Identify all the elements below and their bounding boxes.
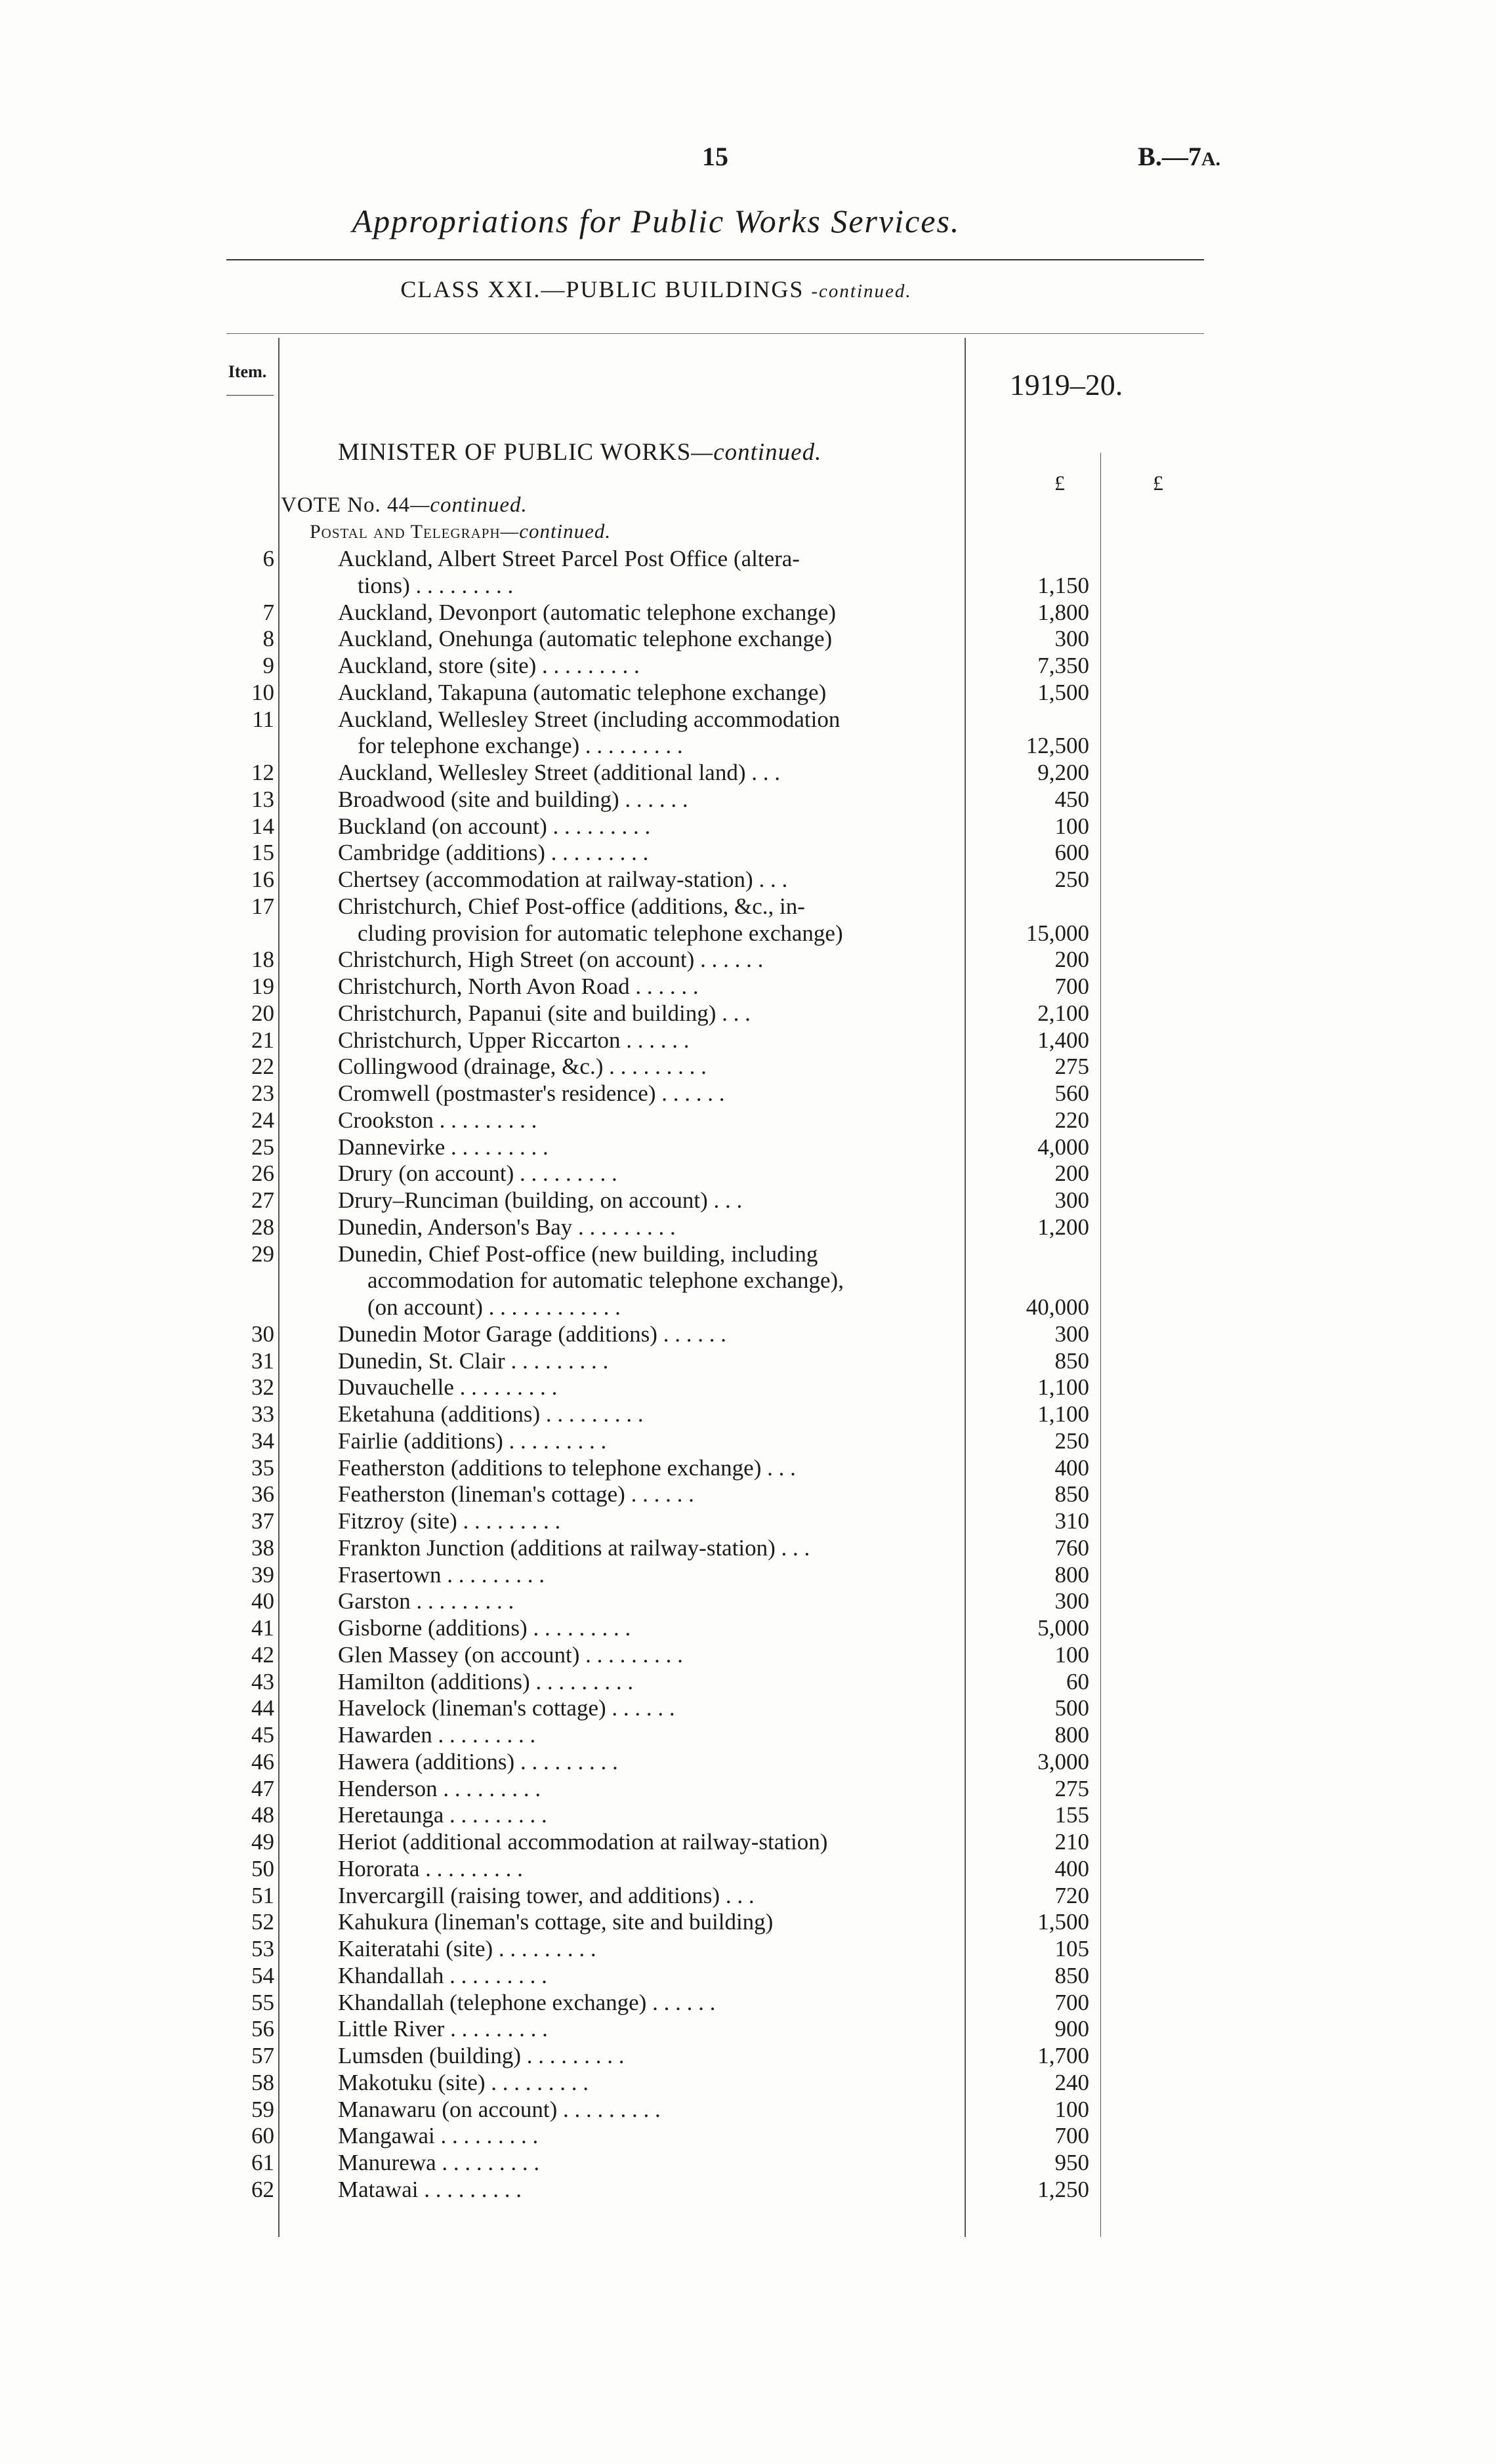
item-number: 47 (251, 1775, 274, 1801)
item-amount: 1,200 (1037, 1214, 1089, 1240)
item-number: 49 (251, 1829, 274, 1855)
item-number: 61 (251, 2150, 274, 2175)
class-heading (197, 276, 1115, 303)
item-amount: 5,000 (1037, 1615, 1089, 1641)
item-amount: 450 (1054, 786, 1089, 812)
item-description: Dunedin, Anderson's Bay . . . . . . . . . (338, 1214, 676, 1240)
class-title: CLASS XXI.—PUBLIC BUILDINGS (400, 276, 804, 302)
item-description: Christchurch, Papanui (site and building) . . . (338, 1000, 751, 1026)
item-number: 58 (251, 2069, 274, 2095)
table-row (0, 973, 1496, 1000)
table-top-rule (226, 333, 1204, 334)
item-description: Heretaunga . . . . . . . . . (338, 1802, 547, 1828)
item-description: Manawaru (on account) . . . . . . . . . (338, 2096, 661, 2122)
item-amount: 250 (1054, 1427, 1089, 1454)
table-row (0, 1053, 1496, 1080)
item-amount: 800 (1054, 1561, 1089, 1588)
item-number: 12 (251, 760, 274, 785)
item-number: 19 (251, 974, 274, 999)
item-description: Auckland, Wellesley Street (additional land) . . . (338, 760, 780, 785)
table-row (0, 1080, 1496, 1107)
table-row (0, 2149, 1496, 2176)
item-description: Christchurch, Chief Post-office (additions, &c., in- (338, 893, 805, 919)
item-number: 31 (251, 1347, 274, 1374)
table-row (0, 786, 1496, 813)
item-amount: 760 (1054, 1534, 1089, 1561)
item-amount: 400 (1054, 1454, 1089, 1481)
item-description: Drury (on account) . . . . . . . . . (338, 1160, 617, 1187)
item-description: Duvauchelle . . . . . . . . . (338, 1374, 558, 1401)
item-number: 48 (251, 1802, 274, 1828)
item-number: 14 (251, 813, 274, 839)
item-number: 7 (262, 599, 274, 625)
item-amount: 9,200 (1037, 760, 1089, 785)
item-amount: 250 (1054, 867, 1089, 892)
item-description: accommodation for automatic telephone exchange), (367, 1267, 844, 1294)
item-amount: 4,000 (1037, 1134, 1089, 1160)
item-amount: 275 (1054, 1775, 1089, 1801)
item-number: 43 (251, 1668, 274, 1694)
item-amount: 3,000 (1037, 1748, 1089, 1775)
item-description: Kahukura (lineman's cottage, site and building) (338, 1909, 774, 1935)
item-amount: 1,150 (1037, 572, 1089, 598)
table-row (0, 2042, 1496, 2069)
item-amount: 100 (1054, 813, 1089, 839)
table-row (0, 813, 1496, 840)
item-number: 11 (252, 706, 274, 732)
item-amount: 7,350 (1037, 653, 1089, 678)
item-number: 41 (251, 1615, 274, 1641)
table-row (0, 1561, 1496, 1588)
item-number: 8 (262, 626, 274, 652)
item-amount: 15,000 (1026, 920, 1089, 946)
item-amount: 200 (1054, 947, 1089, 973)
item-description: cluding provision for automatic telephone exchange) (358, 920, 843, 946)
item-description: Crookston . . . . . . . . . (338, 1107, 537, 1133)
table-row (0, 1347, 1496, 1374)
table-row (0, 1401, 1496, 1427)
table-row (0, 1721, 1496, 1748)
item-number: 18 (251, 947, 274, 973)
item-amount: 240 (1054, 2069, 1089, 2095)
item-amount: 220 (1054, 1107, 1089, 1133)
table-row (0, 625, 1496, 652)
vote-heading (281, 493, 528, 518)
item-number: 39 (251, 1561, 274, 1588)
table-row (0, 1134, 1496, 1160)
table-row (0, 1294, 1496, 1321)
item-number: 9 (262, 653, 274, 678)
item-amount: 300 (1054, 1588, 1089, 1614)
item-number: 24 (251, 1107, 274, 1133)
item-description: Lumsden (building) . . . . . . . . . (338, 2043, 625, 2068)
item-amount: 1,100 (1037, 1374, 1089, 1401)
item-description: Christchurch, Upper Riccarton . . . . . . (338, 1027, 690, 1053)
vote-number: VOTE No. 44 (281, 493, 411, 517)
item-amount: 700 (1054, 974, 1089, 999)
subhead-heading (310, 520, 611, 543)
item-number: 28 (251, 1214, 274, 1240)
item-description: Buckland (on account) . . . . . . . . . (338, 813, 651, 839)
item-amount: 300 (1054, 626, 1089, 652)
item-number: 46 (251, 1748, 274, 1775)
table-row (0, 1614, 1496, 1641)
item-number: 62 (251, 2176, 274, 2202)
table-row (0, 1962, 1496, 1989)
item-description: Dunedin, Chief Post-office (new building, including (338, 1241, 818, 1267)
item-amount: 12,500 (1026, 733, 1089, 759)
item-amount: 600 (1054, 840, 1089, 866)
item-number: 17 (251, 893, 274, 919)
subhead-continued: —continued. (500, 520, 612, 543)
item-number: 59 (251, 2096, 274, 2122)
table-row (0, 1668, 1496, 1695)
table-row (0, 1214, 1496, 1241)
table-row (0, 1454, 1496, 1481)
table-row (0, 920, 1496, 947)
item-number: 45 (251, 1722, 274, 1748)
item-number: 21 (251, 1027, 274, 1053)
item-number: 53 (251, 1936, 274, 1961)
item-description: Glen Massey (on account) . . . . . . . . . (338, 1641, 683, 1668)
table-row (0, 1588, 1496, 1614)
item-description: Eketahuna (additions) . . . . . . . . . (338, 1401, 644, 1427)
currency-symbol-1: £ (1054, 471, 1065, 495)
item-description: Featherston (additions to telephone exchange) . . . (338, 1454, 796, 1481)
table-row (0, 2096, 1496, 2123)
item-number: 26 (251, 1160, 274, 1187)
table-row (0, 1694, 1496, 1721)
item-amount: 1,500 (1037, 1909, 1089, 1935)
table-row (0, 1828, 1496, 1855)
item-description: Fitzroy (site) . . . . . . . . . (338, 1508, 561, 1534)
item-description: Auckland, Onehunga (automatic telephone exchange) (338, 626, 833, 652)
item-amount: 300 (1054, 1321, 1089, 1347)
item-description: Christchurch, High Street (on account) . . . . . . (338, 947, 764, 973)
table-row (0, 1534, 1496, 1561)
item-number: 51 (251, 1882, 274, 1908)
item-description: Little River . . . . . . . . . (338, 2016, 548, 2042)
item-description: Christchurch, North Avon Road . . . . . . (338, 974, 699, 999)
item-amount: 1,500 (1037, 679, 1089, 705)
item-amount: 400 (1054, 1855, 1089, 1881)
item-number: 44 (251, 1695, 274, 1721)
table-row (0, 1241, 1496, 1267)
item-number: 23 (251, 1080, 274, 1106)
table-row (0, 2176, 1496, 2203)
item-amount: 100 (1054, 1641, 1089, 1668)
table-row (0, 545, 1496, 572)
doc-ref-main: B.—7 (1138, 142, 1201, 171)
minister-continued: —continued. (691, 439, 822, 466)
item-amount: 1,700 (1037, 2043, 1089, 2068)
item-amount: 210 (1054, 1829, 1089, 1855)
document-reference (1089, 141, 1220, 172)
item-amount: 850 (1054, 1962, 1089, 1988)
item-description: Auckland, Devonport (automatic telephone exchange) (338, 599, 837, 625)
item-number: 32 (251, 1374, 274, 1401)
table-row (0, 1641, 1496, 1668)
item-amount: 850 (1054, 1347, 1089, 1374)
item-amount: 2,100 (1037, 1000, 1089, 1026)
table-row (0, 1989, 1496, 2016)
item-number: 37 (251, 1508, 274, 1534)
item-amount: 1,800 (1037, 599, 1089, 625)
item-number: 20 (251, 1000, 274, 1026)
item-amount: 200 (1054, 1160, 1089, 1187)
item-amount: 105 (1054, 1936, 1089, 1961)
table-row (0, 652, 1496, 679)
item-number: 52 (251, 1909, 274, 1935)
item-description: Collingwood (drainage, &c.) . . . . . . . . . (338, 1054, 707, 1080)
item-number: 6 (262, 546, 274, 571)
item-description: Chertsey (accommodation at railway-station) . . . (338, 867, 788, 892)
item-description: Dunedin, St. Clair . . . . . . . . . (338, 1347, 609, 1374)
item-description: Hawarden . . . . . . . . . (338, 1722, 536, 1748)
table-row (0, 946, 1496, 973)
table-row (0, 839, 1496, 866)
item-amount: 155 (1054, 1802, 1089, 1828)
item-amount: 800 (1054, 1722, 1089, 1748)
table-row (0, 1801, 1496, 1828)
page-number: 15 (702, 142, 728, 171)
item-description: Mangawai . . . . . . . . . (338, 2123, 539, 2149)
item-number: 60 (251, 2123, 274, 2149)
item-description: Auckland, Albert Street Parcel Post Office (altera- (338, 546, 800, 571)
item-description: Cromwell (postmaster's residence) . . . . . . (338, 1080, 725, 1106)
item-description: (on account) . . . . . . . . . . . . (367, 1294, 621, 1320)
table-row (0, 572, 1496, 599)
item-description: Hamilton (additions) . . . . . . . . . (338, 1668, 634, 1694)
item-description: Fairlie (additions) . . . . . . . . . (338, 1427, 607, 1454)
table-row (0, 1882, 1496, 1909)
item-description: Broadwood (site and building) . . . . . . (338, 786, 688, 812)
page-title: Appropriations for Public Works Services. (352, 203, 961, 239)
vote-continued: —continued. (410, 493, 528, 517)
year-column-header: 1919–20. (1009, 368, 1123, 401)
table-row (0, 1187, 1496, 1214)
item-number: 30 (251, 1321, 274, 1347)
item-amount: 60 (1066, 1668, 1089, 1694)
item-description: Featherston (lineman's cottage) . . . . . . (338, 1481, 694, 1508)
table-row (0, 1855, 1496, 1882)
table-row (0, 1321, 1496, 1347)
item-description: Cambridge (additions) . . . . . . . . . (338, 840, 649, 866)
item-column-header: Item. (228, 362, 267, 381)
item-description: tions) . . . . . . . . . (358, 572, 514, 598)
class-continued: -continued. (811, 281, 912, 302)
item-number: 29 (251, 1241, 274, 1267)
item-amount: 700 (1054, 1989, 1089, 2015)
item-amount: 850 (1054, 1481, 1089, 1508)
item-description: Khandallah . . . . . . . . . (338, 1962, 547, 1988)
table-row (0, 1508, 1496, 1534)
item-amount: 1,400 (1037, 1027, 1089, 1053)
item-amount: 700 (1054, 2123, 1089, 2149)
subhead-title: Postal and Telegraph (310, 521, 501, 543)
item-amount: 500 (1054, 1695, 1089, 1721)
item-number: 27 (251, 1187, 274, 1213)
item-number: 13 (251, 786, 274, 812)
table-row (0, 759, 1496, 786)
item-header-underline (226, 395, 274, 396)
item-amount: 950 (1054, 2150, 1089, 2175)
table-row (0, 2015, 1496, 2042)
item-number: 25 (251, 1134, 274, 1160)
table-row (0, 1000, 1496, 1027)
item-number: 35 (251, 1454, 274, 1481)
item-number: 55 (251, 1989, 274, 2015)
item-description: for telephone exchange) . . . . . . . . . (358, 733, 683, 759)
item-description: Henderson . . . . . . . . . (338, 1775, 541, 1801)
table-row (0, 1775, 1496, 1802)
table-row (0, 1107, 1496, 1134)
table-row (0, 1935, 1496, 1962)
item-number: 16 (251, 867, 274, 892)
table-row (0, 2069, 1496, 2096)
item-number: 40 (251, 1588, 274, 1614)
item-description: Dunedin Motor Garage (additions) . . . . . . (338, 1321, 726, 1347)
item-description: Frankton Junction (additions at railway-station) . . . (338, 1534, 810, 1561)
doc-ref-suffix: A. (1201, 148, 1220, 170)
table-row (0, 866, 1496, 893)
table-row (0, 1374, 1496, 1401)
item-description: Makotuku (site) . . . . . . . . . (338, 2069, 589, 2095)
item-amount: 300 (1054, 1187, 1089, 1213)
item-description: Gisborne (additions) . . . . . . . . . (338, 1615, 631, 1641)
table-row (0, 706, 1496, 733)
title-rule (226, 259, 1204, 260)
item-description: Invercargill (raising tower, and additions) . . . (338, 1882, 755, 1908)
table-row (0, 1481, 1496, 1508)
item-description: Hororata . . . . . . . . . (338, 1855, 523, 1881)
item-description: Dannevirke . . . . . . . . . (338, 1134, 549, 1160)
item-number: 50 (251, 1855, 274, 1881)
table-row (0, 732, 1496, 759)
table-row (0, 1267, 1496, 1294)
table-row (0, 1748, 1496, 1775)
minister-heading (338, 438, 821, 466)
item-amount: 40,000 (1026, 1294, 1089, 1320)
item-number: 34 (251, 1427, 274, 1454)
item-description: Auckland, Takapuna (automatic telephone exchange) (338, 679, 827, 705)
item-number: 33 (251, 1401, 274, 1427)
item-description: Khandallah (telephone exchange) . . . . . . (338, 1989, 716, 2015)
item-description: Manurewa . . . . . . . . . (338, 2150, 540, 2175)
item-number: 54 (251, 1962, 274, 1988)
item-description: Auckland, store (site) . . . . . . . . . (338, 653, 640, 678)
table-row (0, 1908, 1496, 1935)
item-description: Kaiteratahi (site) . . . . . . . . . (338, 1936, 596, 1961)
item-description: Heriot (additional accommodation at railway-station) (338, 1829, 828, 1855)
item-description: Havelock (lineman's cottage) . . . . . . (338, 1695, 675, 1721)
item-amount: 310 (1054, 1508, 1089, 1534)
item-amount: 560 (1054, 1080, 1089, 1106)
item-description: Auckland, Wellesley Street (including accommodation (338, 706, 841, 732)
item-amount: 275 (1054, 1054, 1089, 1080)
item-number: 38 (251, 1534, 274, 1561)
item-description: Garston . . . . . . . . . (338, 1588, 514, 1614)
item-number: 10 (251, 679, 274, 705)
item-amount: 1,100 (1037, 1401, 1089, 1427)
table-row (0, 2122, 1496, 2149)
item-amount: 1,250 (1037, 2176, 1089, 2202)
item-amount: 100 (1054, 2096, 1089, 2122)
item-number: 15 (251, 840, 274, 866)
table-row (0, 1427, 1496, 1454)
table-row (0, 893, 1496, 920)
item-amount: 720 (1054, 1882, 1089, 1908)
table-row (0, 679, 1496, 706)
table-row (0, 599, 1496, 626)
item-amount: 900 (1054, 2016, 1089, 2042)
table-row (0, 1160, 1496, 1187)
item-number: 36 (251, 1481, 274, 1508)
item-number: 22 (251, 1054, 274, 1080)
item-description: Frasertown . . . . . . . . . (338, 1561, 545, 1588)
item-number: 42 (251, 1641, 274, 1668)
minister-title: MINISTER OF PUBLIC WORKS (338, 439, 692, 466)
currency-symbol-2: £ (1153, 471, 1163, 495)
item-description: Matawai . . . . . . . . . (338, 2176, 522, 2202)
table-row (0, 1027, 1496, 1054)
item-number: 57 (251, 2043, 274, 2068)
item-description: Drury–Runciman (building, on account) . . . (338, 1187, 743, 1213)
item-description: Hawera (additions) . . . . . . . . . (338, 1748, 618, 1775)
item-number: 56 (251, 2016, 274, 2042)
